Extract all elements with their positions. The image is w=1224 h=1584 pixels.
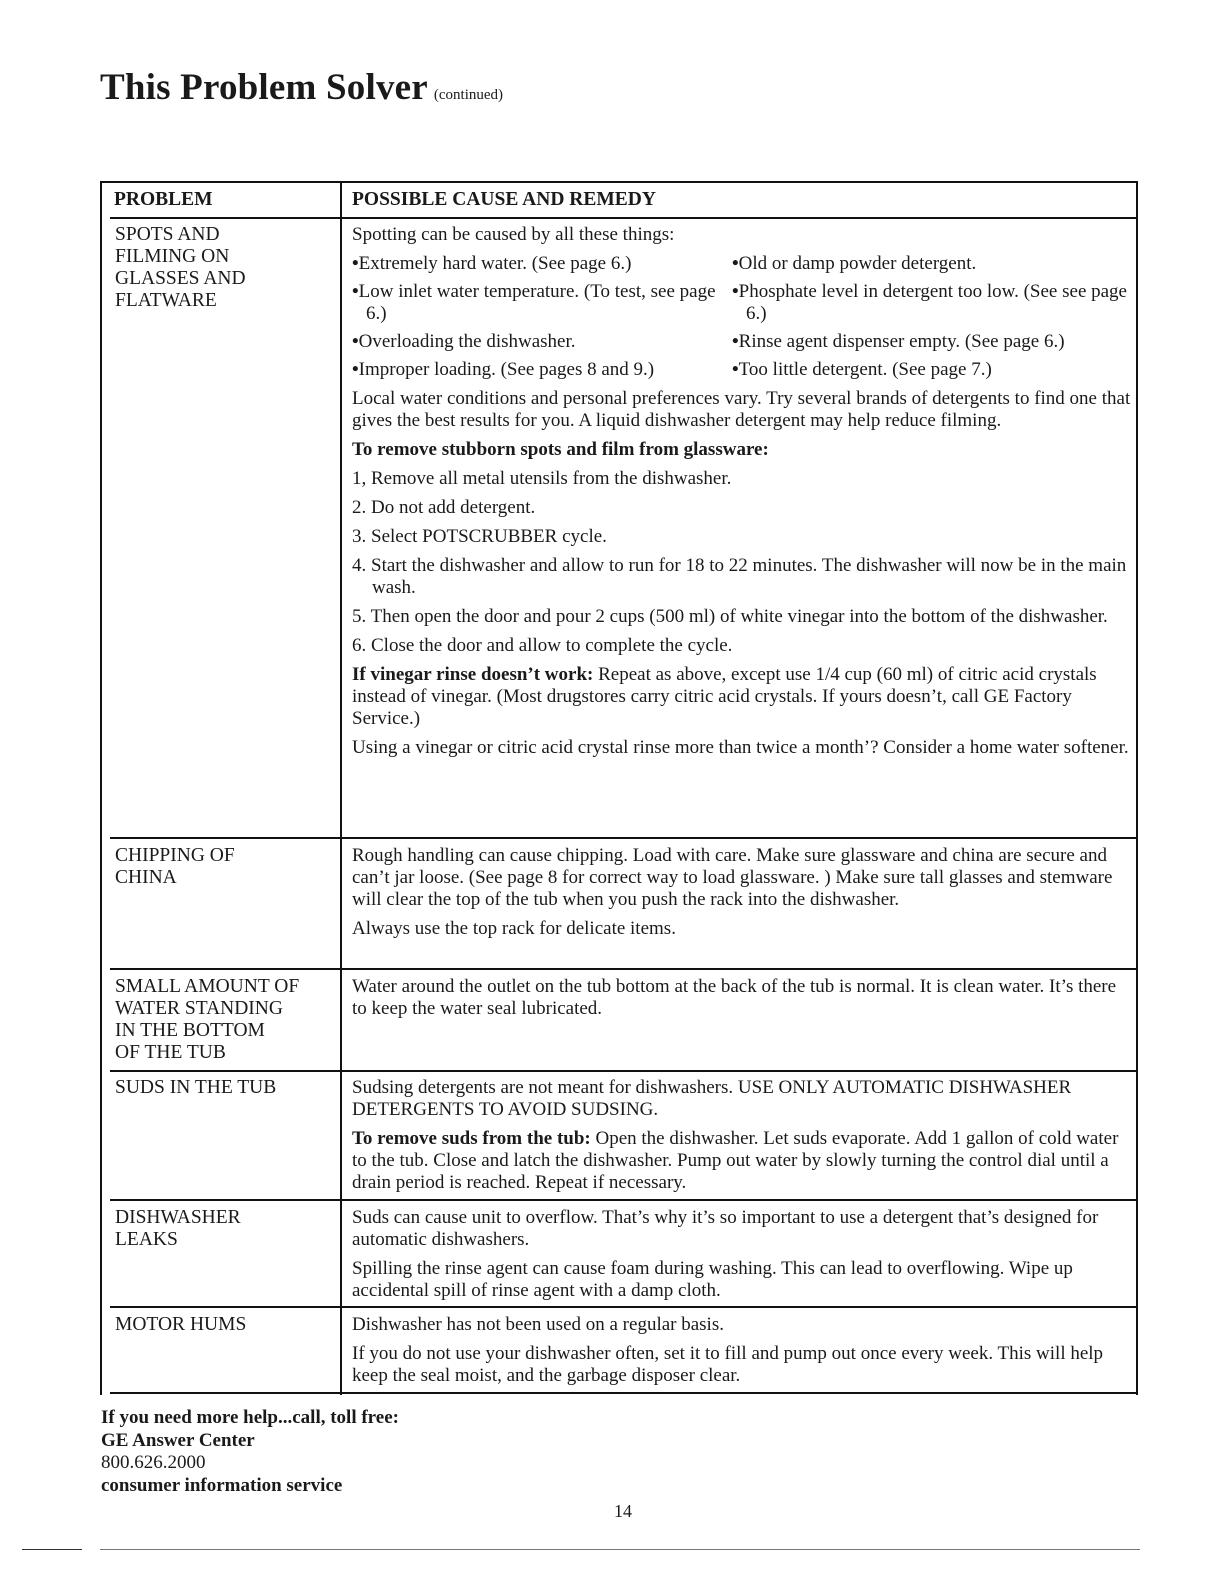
problem-cell: DISHWASHER LEAKS — [115, 1207, 241, 1250]
table-top-rule — [100, 181, 1138, 183]
remedy-paragraph: Sudsing detergents are not meant for dishwashers. USE ONLY AUTOMATIC DISHWASHER DETERGENTS TO AVOID SUDSING. — [352, 1077, 1072, 1120]
inline-bold: If vinegar rinse doesn’t work: — [352, 664, 594, 685]
list-item: •Improper loading. (See pages 8 and 9.) — [352, 359, 655, 380]
remedy-cell — [352, 224, 1132, 766]
bottom-rule — [100, 1549, 1140, 1550]
scan-artifact-line — [22, 1549, 82, 1550]
help-line: If you need more help...call, toll free: — [101, 1407, 399, 1428]
remedy-cell — [352, 976, 1132, 1027]
remedy-paragraph: Using a vinegar or citric acid crystal rinse more than twice a month’? Consider a home water softener. — [352, 737, 1129, 758]
remedy-paragraph: Local water conditions and personal preferences vary. Try several brands of detergents to find one that gives the best results for you. A liquid dishwasher detergent may help reduce filming. — [352, 388, 1131, 431]
list-item: •Low inlet water temperature. (To test, see page 6.) — [352, 281, 716, 324]
problem-cell: CHIPPING OF CHINA — [115, 845, 235, 888]
table-border-left — [100, 181, 102, 1395]
page-title — [100, 66, 503, 109]
phone-number: 800.626.2000 — [101, 1452, 206, 1473]
step-item: 2. Do not add detergent. — [352, 497, 536, 518]
table-column-divider — [340, 181, 342, 1395]
remedy-cell — [352, 845, 1132, 947]
list-item: •Extremely hard water. (See page 6.) — [352, 253, 632, 274]
step-item: 3. Select POTSCRUBBER cycle. — [352, 526, 607, 547]
help-footer — [101, 1407, 399, 1497]
remedy-paragraph: Dishwasher has not been used on a regular basis. — [352, 1314, 724, 1335]
cause-list — [352, 253, 1132, 381]
problem-cell: SUDS IN THE TUB — [115, 1077, 277, 1098]
remedy-paragraph: Spilling the rinse agent can cause foam during washing. This can lead to overflowing. Wipe up accidental spill of rinse agent with a damp cloth. — [352, 1258, 1073, 1301]
list-item: •Old or damp powder detergent. — [732, 253, 977, 274]
remedy-paragraph: If you do not use your dishwasher often, set it to fill and pump out once every week. This will help keep the seal moist, and the garbage disposer clear. — [352, 1343, 1104, 1386]
problem-cell: MOTOR HUMS — [115, 1314, 247, 1335]
inline-bold: To remove suds from the tub: — [352, 1128, 591, 1149]
remedy-paragraph: Rough handling can cause chipping. Load with care. Make sure glassware and china are secure and can’t jar loose. (See page 8 for correct way to load glassware. ) Make sure tall glasses and stemware will clear the top of the tub when you push the rack into the dishwasher. — [352, 845, 1113, 910]
step-item: 1, Remove all metal utensils from the dishwasher. — [352, 468, 732, 489]
remedy-paragraph: Water around the outlet on the tub bottom at the back of the tub is normal. It is clean water. It’s there to keep the water seal lubricated. — [352, 976, 1117, 1019]
list-item: •Phosphate level in detergent too low. (See see page 6.) — [732, 281, 1127, 324]
list-item: •Rinse agent dispenser empty. (See page 6.) — [732, 331, 1065, 352]
step-item: 6. Close the door and allow to complete the cycle. — [352, 635, 733, 656]
header-rule — [110, 217, 1138, 219]
problem-table — [100, 181, 1139, 1395]
remedy-paragraph: Suds can cause unit to overflow. That’s why it’s so important to use a detergent that’s designed for automatic dishwashers. — [352, 1207, 1099, 1250]
step-item: 5. Then open the door and pour 2 cups (500 ml) of white vinegar into the bottom of the dishwasher. — [352, 606, 1108, 627]
page-number: 14 — [614, 1501, 632, 1521]
step-item: 4. Start the dishwasher and allow to run for 18 to 22 minutes. The dishwasher will now be in the main wash. — [352, 555, 1127, 598]
remedy-paragraph: Always use the top rack for delicate items. — [352, 918, 676, 939]
remedy-cell — [352, 1077, 1132, 1201]
list-item: •Overloading the dishwasher. — [352, 331, 576, 352]
row-divider — [110, 968, 1138, 970]
row-divider — [110, 837, 1138, 839]
problem-cell: SMALL AMOUNT OF WATER STANDING IN THE BOTTOM OF THE TUB — [115, 976, 300, 1063]
title-main: This Problem Solver — [100, 67, 428, 108]
header-remedy: POSSIBLE CAUSE AND REMEDY — [352, 189, 656, 210]
remedy-subheading: To remove stubborn spots and film from glassware: — [352, 439, 769, 460]
remedy-cell — [352, 1207, 1132, 1309]
remedy-paragraph: If vinegar rinse doesn’t work: Repeat as above, except use 1/4 cup (60 ml) of citric acid crystals instead of vinegar. (Most drugstores carry citric acid crystals. If yours doesn’t, call GE Factory Service.) — [352, 664, 1097, 729]
list-item: •Too little detergent. (See page 7.) — [732, 359, 992, 380]
problem-cell: SPOTS AND FILMING ON GLASSES AND FLATWARE — [115, 224, 246, 311]
header-problem: PROBLEM — [114, 189, 213, 210]
remedy-paragraph: To remove suds from the tub: Open the dishwasher. Let suds evaporate. Add 1 gallon of cold water to the tub. Close and latch the dishwasher. Pump out water by slowly turning the control dial until a drain period is reached. Repeat if necessary. — [352, 1128, 1119, 1193]
row-divider — [110, 1070, 1138, 1072]
table-border-right — [1136, 181, 1138, 1395]
service-name: consumer information service — [101, 1474, 343, 1496]
remedy-cell — [352, 1314, 1132, 1394]
title-continued: (continued) — [433, 87, 504, 103]
answer-center-name: GE Answer Center — [101, 1429, 255, 1451]
remedy-intro: Spotting can be caused by all these things: — [352, 224, 675, 245]
